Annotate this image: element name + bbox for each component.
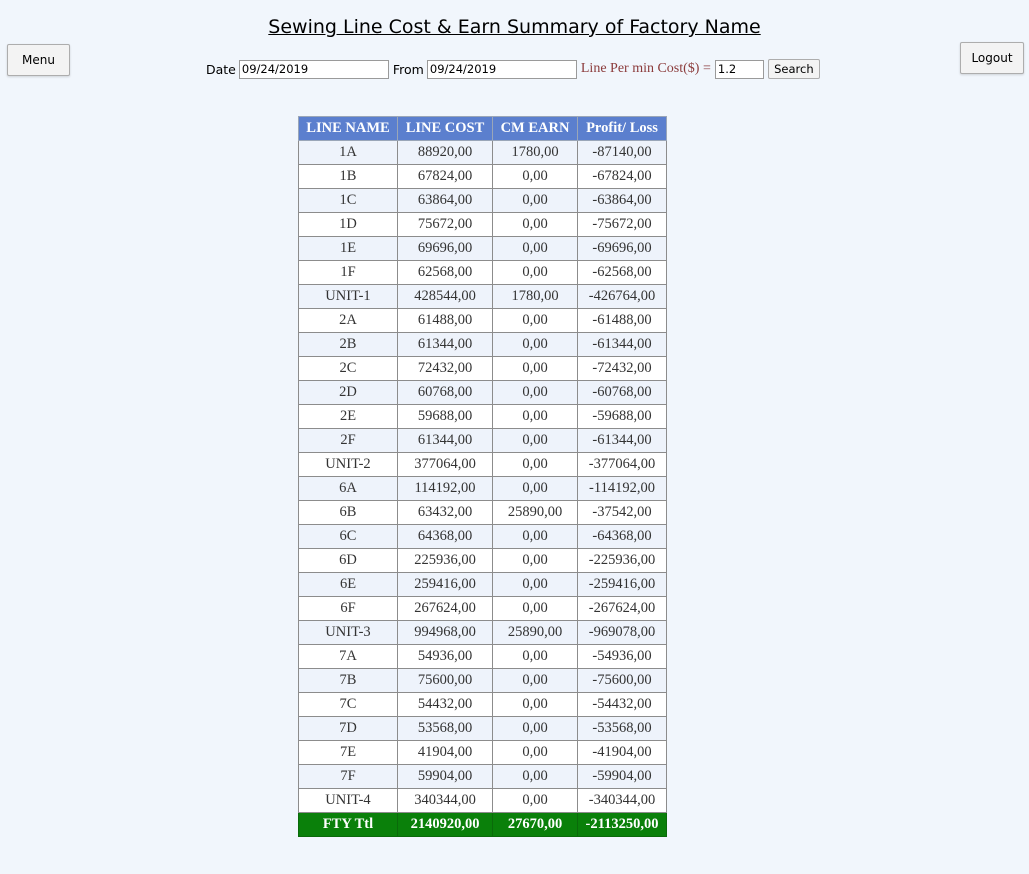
table-cell: UNIT-1 <box>299 285 398 309</box>
table-cell: 0,00 <box>493 189 578 213</box>
table-cell: 6E <box>299 573 398 597</box>
cost-label: Line Per min Cost($) = <box>580 61 711 76</box>
table-cell: -75600,00 <box>578 669 667 693</box>
table-row <box>299 453 667 477</box>
table-cell: -267624,00 <box>578 597 667 621</box>
table-cell: -60768,00 <box>578 381 667 405</box>
table-row <box>299 789 667 813</box>
total-cell: 2140920,00 <box>398 813 493 837</box>
table-cell: 0,00 <box>493 405 578 429</box>
table-cell: 0,00 <box>493 357 578 381</box>
table-row <box>299 189 667 213</box>
table-cell: 0,00 <box>493 309 578 333</box>
table-row <box>299 549 667 573</box>
table-cell: 377064,00 <box>398 453 493 477</box>
table-cell: 1B <box>299 165 398 189</box>
column-header-line-cost: LINE COST <box>398 117 493 141</box>
table-cell: 2F <box>299 429 398 453</box>
column-header-line-name: LINE NAME <box>299 117 398 141</box>
table-cell: 0,00 <box>493 477 578 501</box>
date-input[interactable] <box>239 60 389 79</box>
search-button[interactable]: Search <box>768 59 820 79</box>
menu-button[interactable]: Menu <box>7 44 70 76</box>
table-cell: 1780,00 <box>493 285 578 309</box>
table-row <box>299 645 667 669</box>
total-cell: -2113250,00 <box>578 813 667 837</box>
table-row <box>299 165 667 189</box>
table-cell: 60768,00 <box>398 381 493 405</box>
table-cell: -114192,00 <box>578 477 667 501</box>
table-cell: -69696,00 <box>578 237 667 261</box>
table-cell: 69696,00 <box>398 237 493 261</box>
table-cell: 0,00 <box>493 669 578 693</box>
table-cell: 1A <box>299 141 398 165</box>
table-cell: 0,00 <box>493 573 578 597</box>
table-row <box>299 285 667 309</box>
table-cell: 0,00 <box>493 237 578 261</box>
table-row <box>299 669 667 693</box>
table-cell: -54936,00 <box>578 645 667 669</box>
table-cell: 340344,00 <box>398 789 493 813</box>
table-cell: 6B <box>299 501 398 525</box>
table-row <box>299 381 667 405</box>
table-row <box>299 237 667 261</box>
table-cell: -61344,00 <box>578 333 667 357</box>
table-cell: 6C <box>299 525 398 549</box>
table-cell: 259416,00 <box>398 573 493 597</box>
table-cell: 54936,00 <box>398 645 493 669</box>
table-row <box>299 429 667 453</box>
table-row <box>299 621 667 645</box>
table-cell: -72432,00 <box>578 357 667 381</box>
table-cell: 7B <box>299 669 398 693</box>
table-cell: 0,00 <box>493 717 578 741</box>
table-cell: 0,00 <box>493 429 578 453</box>
table-cell: 53568,00 <box>398 717 493 741</box>
cost-per-min-input[interactable] <box>715 60 764 79</box>
table-cell: -53568,00 <box>578 717 667 741</box>
table-cell: UNIT-2 <box>299 453 398 477</box>
table-cell: 6D <box>299 549 398 573</box>
filter-bar <box>206 59 820 79</box>
table-cell: 2C <box>299 357 398 381</box>
table-cell: 72432,00 <box>398 357 493 381</box>
table-cell: -426764,00 <box>578 285 667 309</box>
table-cell: 225936,00 <box>398 549 493 573</box>
table-cell: 25890,00 <box>493 621 578 645</box>
table-cell: 0,00 <box>493 765 578 789</box>
table-cell: -54432,00 <box>578 693 667 717</box>
table-cell: UNIT-4 <box>299 789 398 813</box>
table-cell: 2D <box>299 381 398 405</box>
logout-button[interactable]: Logout <box>960 42 1024 74</box>
table-cell: 1780,00 <box>493 141 578 165</box>
table-cell: 75600,00 <box>398 669 493 693</box>
table-row <box>299 573 667 597</box>
table-cell: 7A <box>299 645 398 669</box>
page-title: Sewing Line Cost & Earn Summary of Factory Name <box>268 16 761 38</box>
table-cell: 61344,00 <box>398 333 493 357</box>
table-cell: 0,00 <box>493 549 578 573</box>
table-cell: 0,00 <box>493 741 578 765</box>
table-cell: 6A <box>299 477 398 501</box>
table-cell: -225936,00 <box>578 549 667 573</box>
table-cell: 7E <box>299 741 398 765</box>
table-cell: 6F <box>299 597 398 621</box>
table-cell: 2B <box>299 333 398 357</box>
table-cell: -377064,00 <box>578 453 667 477</box>
table-row <box>299 309 667 333</box>
date-label: Date <box>206 61 236 77</box>
table-cell: 994968,00 <box>398 621 493 645</box>
from-date-input[interactable] <box>427 60 577 79</box>
column-header-cm-earn: CM EARN <box>493 117 578 141</box>
table-cell: -87140,00 <box>578 141 667 165</box>
table-cell: 267624,00 <box>398 597 493 621</box>
table-cell: -62568,00 <box>578 261 667 285</box>
table-cell: 0,00 <box>493 453 578 477</box>
table-cell: -59904,00 <box>578 765 667 789</box>
table-row <box>299 501 667 525</box>
table-row <box>299 333 667 357</box>
table-cell: 25890,00 <box>493 501 578 525</box>
table-cell: -59688,00 <box>578 405 667 429</box>
total-row <box>299 813 667 837</box>
table-cell: 1C <box>299 189 398 213</box>
table-cell: 61488,00 <box>398 309 493 333</box>
table-row <box>299 477 667 501</box>
table-cell: 67824,00 <box>398 165 493 189</box>
table-cell: 0,00 <box>493 525 578 549</box>
table-cell: -63864,00 <box>578 189 667 213</box>
table-cell: 63432,00 <box>398 501 493 525</box>
table-row <box>299 141 667 165</box>
table-cell: 1E <box>299 237 398 261</box>
table-cell: -64368,00 <box>578 525 667 549</box>
table-cell: -340344,00 <box>578 789 667 813</box>
table-cell: 88920,00 <box>398 141 493 165</box>
summary-table <box>298 116 667 837</box>
table-row <box>299 717 667 741</box>
table-cell: 0,00 <box>493 261 578 285</box>
table-cell: -61488,00 <box>578 309 667 333</box>
table-cell: -969078,00 <box>578 621 667 645</box>
table-cell: 61344,00 <box>398 429 493 453</box>
table-cell: -259416,00 <box>578 573 667 597</box>
column-header-profit-loss: Profit/ Loss <box>578 117 667 141</box>
table-row <box>299 357 667 381</box>
table-cell: 0,00 <box>493 333 578 357</box>
table-cell: 59904,00 <box>398 765 493 789</box>
table-cell: -37542,00 <box>578 501 667 525</box>
table-cell: 428544,00 <box>398 285 493 309</box>
table-cell: -61344,00 <box>578 429 667 453</box>
table-cell: 1F <box>299 261 398 285</box>
table-cell: 0,00 <box>493 693 578 717</box>
table-header-row <box>299 117 667 141</box>
table-cell: 0,00 <box>493 597 578 621</box>
table-row <box>299 261 667 285</box>
table-cell: 7C <box>299 693 398 717</box>
table-cell: -41904,00 <box>578 741 667 765</box>
table-cell: 0,00 <box>493 165 578 189</box>
table-cell: 59688,00 <box>398 405 493 429</box>
table-cell: -67824,00 <box>578 165 667 189</box>
table-cell: 64368,00 <box>398 525 493 549</box>
table-row <box>299 741 667 765</box>
table-row <box>299 597 667 621</box>
table-row <box>299 213 667 237</box>
table-cell: 0,00 <box>493 789 578 813</box>
table-cell: 2E <box>299 405 398 429</box>
table-cell: 63864,00 <box>398 189 493 213</box>
table-cell: 0,00 <box>493 645 578 669</box>
table-cell: 1D <box>299 213 398 237</box>
table-cell: 2A <box>299 309 398 333</box>
table-row <box>299 693 667 717</box>
total-cell: FTY Ttl <box>299 813 398 837</box>
table-body <box>299 141 667 813</box>
table-cell: 7F <box>299 765 398 789</box>
table-cell: 0,00 <box>493 381 578 405</box>
table-cell: 7D <box>299 717 398 741</box>
table-cell: 62568,00 <box>398 261 493 285</box>
from-label: From <box>392 61 424 77</box>
table-cell: 114192,00 <box>398 477 493 501</box>
table-cell: 54432,00 <box>398 693 493 717</box>
table-cell: UNIT-3 <box>299 621 398 645</box>
table-cell: 41904,00 <box>398 741 493 765</box>
total-cell: 27670,00 <box>493 813 578 837</box>
table-row <box>299 405 667 429</box>
table-cell: 0,00 <box>493 213 578 237</box>
table-row <box>299 525 667 549</box>
table-cell: -75672,00 <box>578 213 667 237</box>
table-row <box>299 765 667 789</box>
table-cell: 75672,00 <box>398 213 493 237</box>
